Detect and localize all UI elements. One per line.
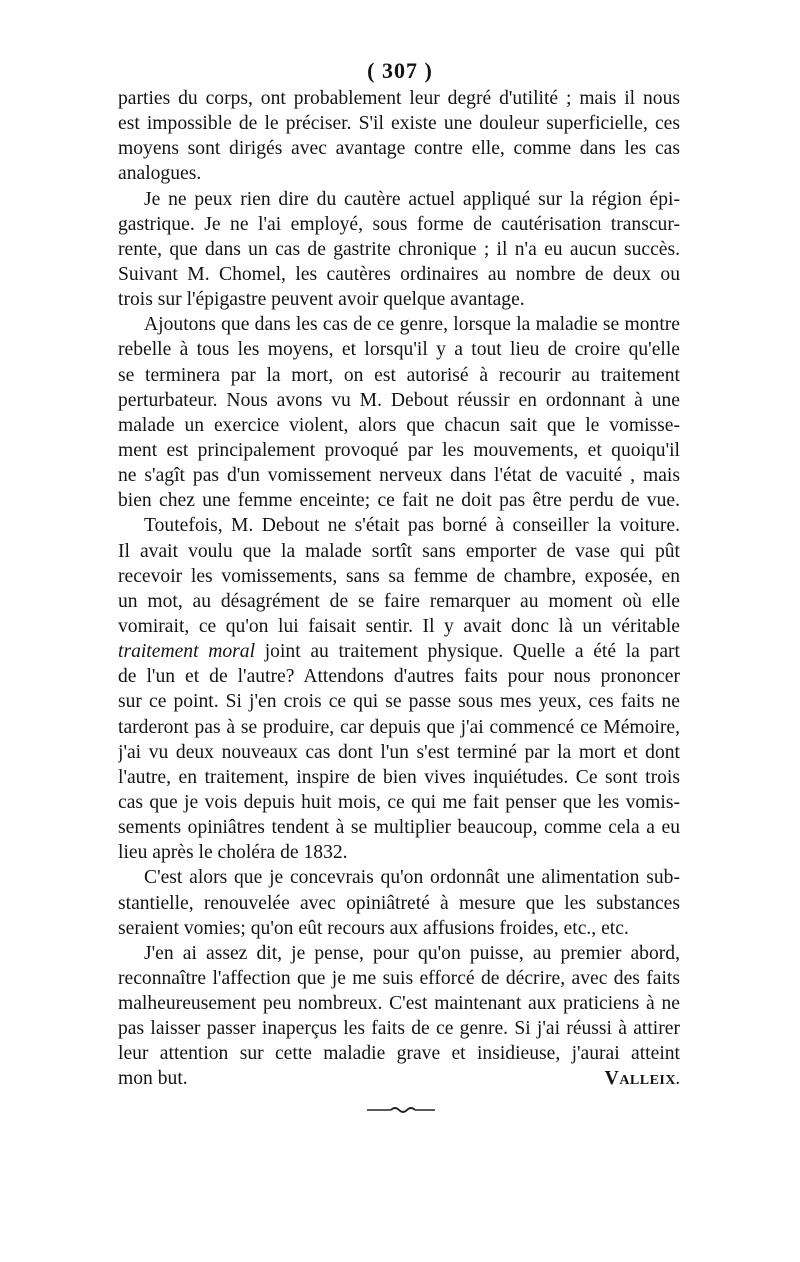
text-line: rebelle à tous les moyens, et lorsqu'il y a tout lieu de croire qu'elle	[118, 339, 680, 361]
paragraph-6	[118, 941, 680, 1092]
text-line: ment est principalement provoqué par les mouvements, et quoiqu'il	[118, 439, 680, 461]
text-line: vomirait, ce qu'on lui faisait sentir. Il y avait donc là un véritable	[118, 615, 680, 637]
text-line: rente, que dans un cas de gastrite chronique ; il n'a eu aucun succès.	[118, 238, 680, 260]
text-line: Je ne peux rien dire du cautère actuel appliqué sur la région épi-	[144, 188, 680, 210]
text-line: malade un exercice violent, alors que chacun sait que le vomisse-	[118, 414, 680, 436]
italic-phrase: traitement moral	[118, 641, 256, 663]
text-line: stantielle, renouvelée avec opiniâtreté à mesure que les substances	[118, 892, 680, 914]
text-line: seraient vomies; qu'on eût recours aux affusions froides, etc., etc.	[118, 917, 629, 939]
text-line: tarderont pas à se produire, car depuis que j'ai commencé ce Mémoire,	[118, 716, 680, 738]
text-line: analogues.	[118, 163, 202, 185]
text-line-with-signature	[118, 1066, 680, 1091]
page-number: ( 307 )	[367, 58, 433, 83]
text-line: Ajoutons que dans les cas de ce genre, lorsque la maladie se montre	[144, 314, 680, 336]
text-line: J'en ai assez dit, je pense, pour qu'on puisse, au premier abord,	[144, 942, 680, 964]
ornament-rule	[367, 1106, 435, 1114]
text-line: recevoir les vomissements, sans sa femme de chambre, exposée, en	[118, 565, 680, 587]
text-line: perturbateur. Nous avons vu M. Debout réussir en ordonnant à une	[118, 389, 680, 411]
text-line: Suivant M. Chomel, les cautères ordinaires au nombre de deux ou	[118, 263, 680, 285]
paragraph-5	[118, 865, 680, 940]
paragraph-2	[118, 187, 680, 313]
text-line: j'ai vu deux nouveaux cas dont l'un s'est terminé par la mort et dont	[118, 741, 680, 763]
text-line: moyens sont dirigés avec avantage contre elle, comme dans les cas	[118, 138, 680, 160]
body-text	[118, 86, 680, 1092]
text-line: sur ce point. Si j'en crois ce qui se passe sous mes yeux, ces faits ne	[118, 691, 680, 713]
paragraph-1	[118, 86, 680, 187]
text-line-italic	[118, 639, 680, 664]
text-line: leur attention sur cette maladie grave et insidieuse, j'aurai atteint	[118, 1043, 680, 1065]
text-fragment: joint au traitement physique. Quelle a été la part	[255, 641, 680, 663]
text-fragment: mon but.	[118, 1068, 188, 1090]
text-line: l'autre, en traitement, inspire de bien vives inquiétudes. Ce sont trois	[118, 766, 680, 788]
text-line: cas que je vois depuis huit mois, ce qui me fait penser que les vomis-	[118, 791, 680, 813]
text-line: malheureusement peu nombreux. C'est maintenant aux praticiens à ne	[118, 993, 680, 1015]
text-line: bien chez une femme enceinte; ce fait ne doit pas être perdu de vue.	[118, 490, 680, 512]
signature-initial: V	[604, 1068, 620, 1090]
author-signature	[605, 1066, 680, 1091]
text-line: parties du corps, ont probablement leur degré d'utilité ; mais il nous	[118, 88, 680, 109]
text-line: reconnaître l'affection que je me suis efforcé de décrire, avec des faits	[118, 967, 680, 989]
text-line: pas laisser passer inaperçus les faits de ce genre. Si j'ai réussi à attirer	[118, 1018, 680, 1040]
text-line: ne s'agît pas d'un vomissement nerveux dans l'état de vacuité , mais	[118, 465, 680, 487]
text-line: gastrique. Je ne l'ai employé, sous forme de cautérisation transcur-	[118, 213, 680, 235]
text-line: C'est alors que je concevrais qu'on ordonnât une alimentation sub-	[144, 867, 680, 889]
paragraph-3	[118, 312, 680, 513]
signature-rest: ALLEIX.	[619, 1073, 680, 1089]
text-line: un mot, au désagrément de se faire remarquer au moment où elle	[118, 590, 680, 612]
text-line: est impossible de le préciser. S'il existe une douleur superficielle, ces	[118, 113, 680, 135]
text-line: sements opiniâtres tendent à se multiplier beaucoup, comme cela a eu	[118, 817, 680, 839]
text-line: Il avait voulu que la malade sortît sans emporter de vase qui pût	[118, 540, 680, 562]
text-line: se terminera par la mort, on est autorisé à recourir au traitement	[118, 364, 680, 386]
text-line: trois sur l'épigastre peuvent avoir quelque avantage.	[118, 289, 525, 311]
text-line: Toutefois, M. Debout ne s'était pas borné à conseiller la voiture.	[144, 515, 680, 537]
text-line: de l'un et de l'autre? Attendons d'autres faits pour nous prononcer	[118, 666, 680, 688]
paragraph-4	[118, 513, 680, 865]
text-line: lieu après le choléra de 1832.	[118, 842, 348, 864]
